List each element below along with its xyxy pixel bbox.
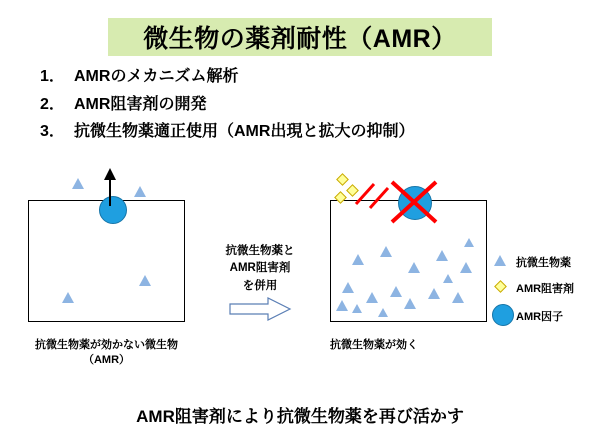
antimicrobial-triangle	[428, 288, 440, 299]
antimicrobial-triangle	[404, 298, 416, 309]
list-item	[40, 66, 570, 88]
combination-therapy-line1: 抗微生物薬と	[225, 245, 295, 257]
antimicrobial-triangle	[390, 286, 402, 297]
triangle-icon	[494, 255, 506, 266]
antimicrobial-triangle	[452, 292, 464, 303]
efflux-arrow-icon	[98, 168, 122, 208]
legend-item-label: AMR因子	[516, 311, 564, 323]
combination-therapy-line3: を併用	[242, 279, 278, 292]
legend-item-inhibitor	[492, 278, 600, 304]
left-panel-caption	[14, 338, 199, 368]
amr-inhibitor-diamond	[336, 173, 349, 186]
antimicrobial-triangle	[352, 254, 364, 265]
list-item	[40, 94, 570, 116]
combination-therapy-line2: AMR阻害剤	[229, 262, 291, 275]
inhibitor-marks-icon	[352, 178, 394, 212]
antimicrobial-triangle	[366, 292, 378, 303]
footer-message: AMR阻害剤により抗微生物薬を再び活かす	[136, 407, 464, 426]
legend-item-label: 抗微生物薬	[516, 257, 571, 269]
legend-item-amr-factor	[492, 304, 600, 330]
list-item	[40, 121, 570, 143]
antimicrobial-triangle	[464, 238, 474, 247]
list-item-label: AMRのメカニズム解析	[74, 68, 239, 85]
antimicrobial-triangle	[378, 308, 388, 317]
list-item-label: 抗微生物薬適正使用（AMR出現と拡大の抑制）	[74, 123, 415, 141]
left-panel-caption-line2: （AMR）	[82, 353, 131, 366]
antimicrobial-triangle	[139, 275, 151, 286]
antimicrobial-triangle	[380, 246, 392, 257]
legend-item-antimicrobial	[492, 252, 600, 278]
antimicrobial-triangle	[443, 274, 453, 283]
right-arrow-icon	[228, 296, 294, 322]
page-title	[108, 18, 492, 56]
legend	[492, 252, 600, 330]
list-item-number: 1．	[40, 68, 65, 85]
antimicrobial-triangle	[72, 178, 84, 189]
list-item-number: 2．	[40, 95, 65, 113]
combination-therapy-label	[196, 243, 324, 295]
antimicrobial-triangle	[352, 304, 362, 313]
antimicrobial-triangle	[436, 250, 448, 261]
page-title-text: 微生物の薬剤耐性（AMR）	[143, 25, 457, 53]
diamond-icon	[494, 280, 507, 293]
antimicrobial-triangle	[342, 282, 354, 293]
list-item-number: 3．	[40, 123, 65, 141]
list-item-label: AMR阻害剤の開発	[74, 95, 207, 113]
antimicrobial-triangle	[460, 262, 472, 273]
blocked-cross-icon	[386, 176, 442, 228]
antimicrobial-triangle	[134, 186, 146, 197]
circle-icon	[492, 304, 514, 326]
antimicrobial-triangle	[408, 262, 420, 273]
right-panel-caption: 抗微生物薬が効く	[330, 339, 418, 351]
antimicrobial-triangle	[336, 300, 348, 311]
legend-item-label: AMR阻害剤	[516, 283, 575, 295]
left-panel-caption-line1: 抗微生物薬が効かない微生物	[35, 339, 178, 351]
antimicrobial-triangle	[62, 292, 74, 303]
bullet-list	[40, 66, 570, 149]
